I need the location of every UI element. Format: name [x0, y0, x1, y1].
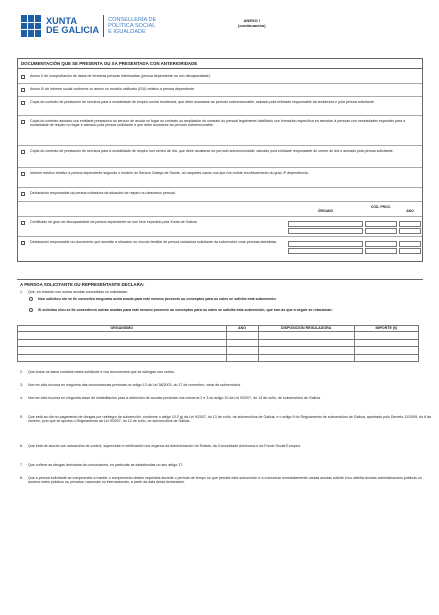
organo-field[interactable]: [288, 241, 363, 247]
aid-table-row: [18, 339, 419, 347]
doc-row: [21, 119, 419, 128]
doc-row: [21, 171, 419, 176]
doc-label: Informe médico relativo á persoa dependente segundo o modelo do Servizo Galego de Saúde, só naqueles casos nos que non existe recoñecemento do grao 4º dependencia.: [30, 171, 309, 175]
department-name: [108, 17, 156, 36]
dept-line3: E IGUALDADE: [108, 29, 146, 36]
doc-row: [21, 191, 419, 196]
page-header: [21, 15, 421, 45]
item-number: 1.: [20, 290, 23, 294]
col-ano: ANO: [406, 209, 414, 213]
prior-doc-row: [21, 240, 282, 245]
prior-doc-label: Declaración responsable ou documento que acredite a situación ou vínculo familiar de persoa coidadora solicitante da subvención coas persoas atendidas.: [30, 240, 278, 244]
declaration-item: [20, 290, 417, 294]
col-ano: ANO: [226, 326, 258, 332]
documentation-section: [17, 58, 423, 262]
declaration-item: 2. Que todos os datos contidos nesta solicitude e nos documentos que se achegan son certos.: [20, 370, 175, 374]
doc-label: Anexo II de comprobación de datos de terceiras persoas interesadas (persoa dependente ou con discapacidade).: [30, 74, 211, 78]
aid-none-label: Non solicitou nin se lle concedeu ningunha outra axuda para este mesmo proxecto ou conceptos para os cales se solicita esta subvención.: [38, 297, 277, 301]
logo-line1: XUNTA: [46, 15, 77, 26]
doc-row: [21, 87, 419, 92]
other-aid-table: [17, 325, 419, 362]
aid-table-row: [18, 332, 419, 340]
organo-field[interactable]: [288, 248, 363, 254]
col-disposicion: DISPOSICIÓN REGULADORA: [258, 326, 354, 332]
aid-option-none: [29, 297, 417, 301]
logo-wordmark: [46, 17, 99, 36]
prior-doc-label: Certificado de grao de discapacidade da persoa dependente se non foxe expedido pola Xunta de Galicia.: [30, 220, 198, 224]
logo-divider: [103, 15, 104, 37]
cod-proc-field[interactable]: [365, 248, 397, 254]
declaration-item: 3. Non ter sido incursa en ningunha das circunstancias previstas no artigo 13 da Lei 38/2003, do 17 de novembro, xeral de subvencións.: [20, 383, 242, 387]
logo-line2: DE GALICIA: [46, 25, 100, 35]
xunta-logo: [21, 15, 156, 37]
doc-checkbox[interactable]: [21, 88, 25, 92]
ano-field[interactable]: [399, 228, 421, 234]
doc-row: [21, 149, 419, 154]
aid-yes-label: Si solicitou e/ou se lle concederon outras axudas para este mesmo proxecto ou conceptos para os cales se solicita esta subvención, que son as que a seguir se relacionan:: [38, 308, 333, 312]
prior-doc-checkbox[interactable]: [21, 241, 25, 245]
doc-row: [21, 74, 419, 79]
annex-heading: [238, 18, 266, 28]
declaration-item: 5. Que está ao día no pagamento de obrigas por reintegro de subvención, conforme o artigo 10.2.g) da Lei 9/2007, do 13 de xuño, de subvencións de Galicia, e o artigo 9 do Regulamento de subvencións de Galicia, aprobado polo Decreto 11/2009, do 8 de xaneiro, polo que se aproba o Regulamento da Lei 9/2007, do 13 de xuño, de subvencións de Galicia.: [20, 415, 432, 424]
cod-proc-field[interactable]: [365, 228, 397, 234]
doc-label: Copia do contrato de prestación de servizos para a modalidade de respiro nunha residencia, que debe axustarse ao período subvencionable, asinado pola entidade responsable da residencia e pola persoa solicitante.: [30, 100, 375, 104]
doc-label: Declaración responsable da persoa coidadora da situación de respiro ou descanso persoal.: [30, 191, 176, 195]
cod-proc-field[interactable]: [365, 241, 397, 247]
organo-field[interactable]: [288, 228, 363, 234]
doc-checkbox[interactable]: [21, 101, 25, 105]
dept-line1: CONSELLERÍA DE: [108, 16, 157, 23]
doc-label: Anexo III de informe social conforme co anexo ou modelo unificado (ISU) relativo á persoa dependente.: [30, 87, 196, 91]
documentation-title: DOCUMENTACIÓN QUE SE PRESENTA OU XA PRESENTADA CON ANTERIORIDADE: [18, 59, 422, 69]
aid-table-row: [18, 347, 419, 355]
doc-checkbox[interactable]: [21, 120, 25, 124]
ano-field[interactable]: [399, 221, 421, 227]
doc-checkbox[interactable]: [21, 150, 25, 154]
aid-option-yes: [29, 308, 417, 312]
aid-yes-radio[interactable]: [29, 308, 33, 312]
col-organo: ÓRGANO: [317, 209, 334, 213]
doc-row: [21, 100, 419, 105]
declaration-item: 8. Que a persoa solicitante se compromete a manter o cumprimento destes requisitos durante o período de tempo no que percibe esta subvención e a comunicar inmediatamente cantas axudas solicite e/ou obteña doutras administracións públicas ou doutros entes públicos ou privados, nacionais ou internacionais, a partir da data desta declaración.: [20, 476, 422, 485]
organo-field[interactable]: [288, 221, 363, 227]
dept-line2: POLÍTICA SOCIAL: [108, 22, 156, 29]
ano-field[interactable]: [399, 241, 421, 247]
declaration-item: 4. Non ter sido incursa en ningunha clase de inhabilitación para a obtención de axudas previstas nos números 2 e 3 do artigo 10 da Lei 9/2007, do 13 de xuño, de subvencións de Galicia.: [20, 396, 321, 400]
doc-label: Copia do contrato de prestación de servizos para a modalidade de respiro nun centro de día, que debe axustarse ao período subvencionable, asinado pola entidade responsable do centro de día e asinado pola persoa solicitante.: [30, 149, 394, 153]
aid-table-row: [18, 354, 419, 362]
ano-field[interactable]: [399, 248, 421, 254]
aid-none-radio[interactable]: [29, 297, 33, 301]
doc-checkbox[interactable]: [21, 75, 25, 79]
doc-checkbox[interactable]: [21, 192, 25, 196]
doc-checkbox[interactable]: [21, 172, 25, 176]
xunta-emblem-icon: [21, 15, 43, 37]
col-organismo: ORGANISMO: [18, 326, 227, 332]
declaration-item: 7. Que coñece as obrigas derivadas da convocatoria, en particular as establecidas no seu artigo 17.: [20, 463, 184, 467]
prior-doc-checkbox[interactable]: [21, 221, 25, 225]
prior-doc-row: [21, 220, 282, 225]
col-cod-proc: CÓD. PROC.: [370, 205, 392, 209]
annex-title: ANEXO I: [243, 18, 260, 23]
col-importe: IMPORTE (€): [354, 326, 418, 332]
doc-label: Copia do contrato asinado coa entidade prestadora do servizo de axuda no fogar ou contrato ou ampliación do contrato do persoal legalmente habilitado con formación específica en atención á persoas con necesidades especiais para a modalidade de respiro no fogar e asinado pola persoa solicitante e que debe axustarse ao período subvencionable.: [30, 119, 406, 128]
declaration-item: 6. Que está de acordo con actuacións de control, supervisión e verificación dos órganos da Administración do Estado, da Comunidade Autónoma e do Fondo Social Europeo.: [20, 444, 301, 448]
annex-subtitle: (continuación): [238, 23, 266, 28]
declaration-section: [17, 279, 423, 509]
declaration-title: A PERSOA SOLICITANTE OU REPRESENTANTE DECLARA:: [20, 281, 145, 287]
item-text: Que, en relación con outras axudas concedidas ou solicitadas:: [28, 290, 128, 294]
cod-proc-field[interactable]: [365, 221, 397, 227]
